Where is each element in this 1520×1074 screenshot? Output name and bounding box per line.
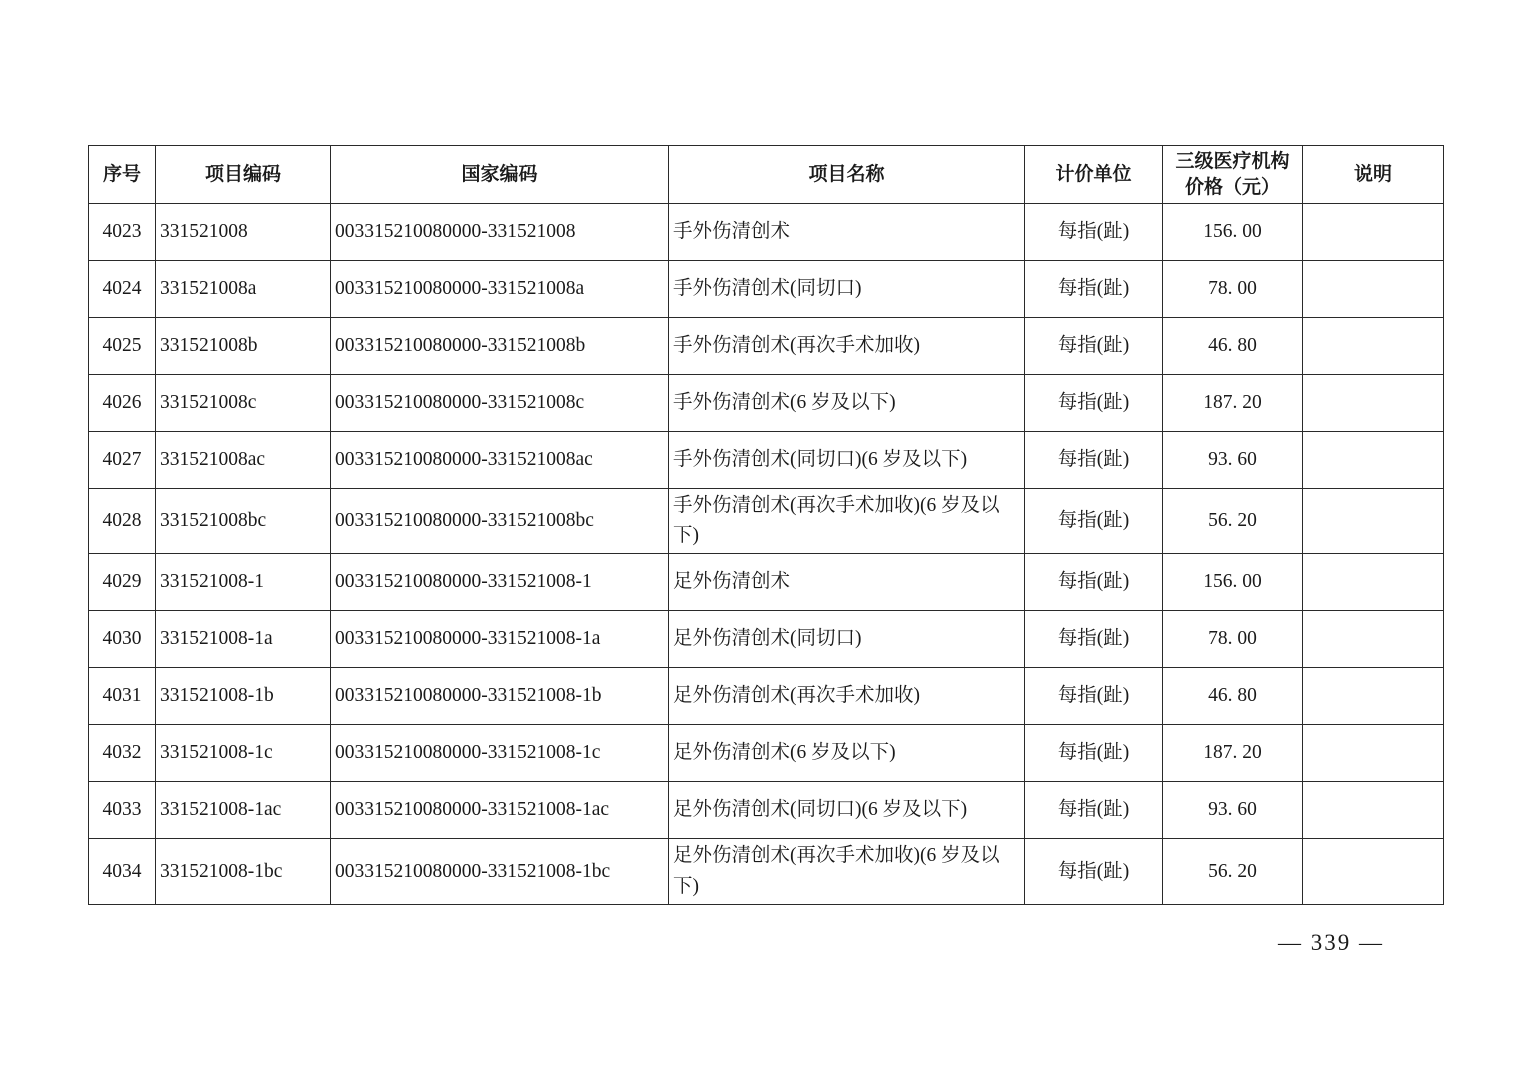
- cell-note: [1303, 839, 1444, 904]
- cell-note: [1303, 261, 1444, 318]
- cell-price: 78. 00: [1163, 611, 1303, 668]
- cell-note: [1303, 432, 1444, 489]
- cell-seq: 4034: [89, 839, 156, 904]
- cell-note: [1303, 489, 1444, 554]
- header-note: 说明: [1303, 146, 1444, 204]
- cell-name: 足外伤清创术(再次手术加收): [669, 668, 1025, 725]
- cell-project-code: 331521008-1ac: [156, 782, 331, 839]
- cell-price: 46. 80: [1163, 668, 1303, 725]
- cell-seq: 4030: [89, 611, 156, 668]
- cell-project-code: 331521008c: [156, 375, 331, 432]
- cell-national-code: 003315210080000-331521008c: [331, 375, 669, 432]
- cell-name: 手外伤清创术: [669, 204, 1025, 261]
- cell-note: [1303, 554, 1444, 611]
- cell-national-code: 003315210080000-331521008-1: [331, 554, 669, 611]
- cell-note: [1303, 782, 1444, 839]
- cell-national-code: 003315210080000-331521008a: [331, 261, 669, 318]
- cell-note: [1303, 668, 1444, 725]
- cell-price: 56. 20: [1163, 839, 1303, 904]
- cell-name: 足外伤清创术(同切口)(6 岁及以下): [669, 782, 1025, 839]
- header-price: [1163, 146, 1303, 204]
- header-project-code: 项目编码: [156, 146, 331, 204]
- cell-name: 手外伤清创术(再次手术加收): [669, 318, 1025, 375]
- cell-unit: 每指(趾): [1025, 261, 1163, 318]
- cell-national-code: 003315210080000-331521008-1ac: [331, 782, 669, 839]
- table-row: [89, 204, 1444, 261]
- cell-seq: 4033: [89, 782, 156, 839]
- cell-price: 56. 20: [1163, 489, 1303, 554]
- cell-national-code: 003315210080000-331521008-1c: [331, 725, 669, 782]
- cell-seq: 4025: [89, 318, 156, 375]
- table-row: [89, 668, 1444, 725]
- cell-name: 足外伤清创术(同切口): [669, 611, 1025, 668]
- cell-unit: 每指(趾): [1025, 611, 1163, 668]
- table-row: [89, 261, 1444, 318]
- table-row: [89, 432, 1444, 489]
- cell-unit: 每指(趾): [1025, 204, 1163, 261]
- cell-name: 手外伤清创术(同切口): [669, 261, 1025, 318]
- cell-seq: 4027: [89, 432, 156, 489]
- cell-project-code: 331521008b: [156, 318, 331, 375]
- cell-note: [1303, 611, 1444, 668]
- cell-name: 手外伤清创术(同切口)(6 岁及以下): [669, 432, 1025, 489]
- cell-national-code: 003315210080000-331521008-1bc: [331, 839, 669, 904]
- cell-price: 187. 20: [1163, 375, 1303, 432]
- cell-unit: 每指(趾): [1025, 554, 1163, 611]
- cell-note: [1303, 318, 1444, 375]
- header-price-line2: 价格（元）: [1184, 176, 1280, 198]
- table-row: [89, 554, 1444, 611]
- header-unit: 计价单位: [1025, 146, 1163, 204]
- header-name: 项目名称: [669, 146, 1025, 204]
- cell-project-code: 331521008-1bc: [156, 839, 331, 904]
- cell-project-code: 331521008-1b: [156, 668, 331, 725]
- header-national-code: 国家编码: [331, 146, 669, 204]
- cell-project-code: 331521008ac: [156, 432, 331, 489]
- cell-price: 46. 80: [1163, 318, 1303, 375]
- cell-project-code: 331521008-1a: [156, 611, 331, 668]
- cell-seq: 4032: [89, 725, 156, 782]
- cell-unit: 每指(趾): [1025, 839, 1163, 904]
- cell-unit: 每指(趾): [1025, 432, 1163, 489]
- cell-national-code: 003315210080000-331521008-1b: [331, 668, 669, 725]
- table-row: [89, 489, 1444, 554]
- cell-name: 手外伤清创术(6 岁及以下): [669, 375, 1025, 432]
- cell-name: 足外伤清创术(再次手术加收)(6 岁及以下): [669, 839, 1025, 904]
- cell-national-code: 003315210080000-331521008bc: [331, 489, 669, 554]
- cell-name: 手外伤清创术(再次手术加收)(6 岁及以下): [669, 489, 1025, 554]
- table-row: [89, 839, 1444, 904]
- cell-national-code: 003315210080000-331521008-1a: [331, 611, 669, 668]
- cell-unit: 每指(趾): [1025, 489, 1163, 554]
- cell-project-code: 331521008bc: [156, 489, 331, 554]
- cell-seq: 4029: [89, 554, 156, 611]
- cell-unit: 每指(趾): [1025, 725, 1163, 782]
- table-row: [89, 375, 1444, 432]
- cell-project-code: 331521008-1c: [156, 725, 331, 782]
- header-seq: 序号: [89, 146, 156, 204]
- cell-project-code: 331521008a: [156, 261, 331, 318]
- cell-unit: 每指(趾): [1025, 318, 1163, 375]
- table-row: [89, 782, 1444, 839]
- cell-unit: 每指(趾): [1025, 668, 1163, 725]
- cell-price: 93. 60: [1163, 782, 1303, 839]
- cell-national-code: 003315210080000-331521008b: [331, 318, 669, 375]
- cell-price: 156. 00: [1163, 554, 1303, 611]
- cell-note: [1303, 725, 1444, 782]
- cell-price: 93. 60: [1163, 432, 1303, 489]
- page-number: — 339 —: [1278, 930, 1384, 955]
- header-price-line1: 三级医疗机构: [1175, 150, 1290, 172]
- cell-note: [1303, 375, 1444, 432]
- cell-national-code: 003315210080000-331521008ac: [331, 432, 669, 489]
- cell-project-code: 331521008: [156, 204, 331, 261]
- cell-note: [1303, 204, 1444, 261]
- cell-national-code: 003315210080000-331521008: [331, 204, 669, 261]
- cell-unit: 每指(趾): [1025, 375, 1163, 432]
- cell-price: 156. 00: [1163, 204, 1303, 261]
- table-row: [89, 611, 1444, 668]
- medical-price-table: [88, 145, 1444, 905]
- cell-name: 足外伤清创术: [669, 554, 1025, 611]
- table-row: [89, 318, 1444, 375]
- cell-seq: 4024: [89, 261, 156, 318]
- table-header-row: [89, 146, 1444, 204]
- cell-project-code: 331521008-1: [156, 554, 331, 611]
- cell-unit: 每指(趾): [1025, 782, 1163, 839]
- table-row: [89, 725, 1444, 782]
- cell-price: 187. 20: [1163, 725, 1303, 782]
- cell-seq: 4026: [89, 375, 156, 432]
- cell-name: 足外伤清创术(6 岁及以下): [669, 725, 1025, 782]
- cell-seq: 4031: [89, 668, 156, 725]
- cell-price: 78. 00: [1163, 261, 1303, 318]
- cell-seq: 4023: [89, 204, 156, 261]
- cell-seq: 4028: [89, 489, 156, 554]
